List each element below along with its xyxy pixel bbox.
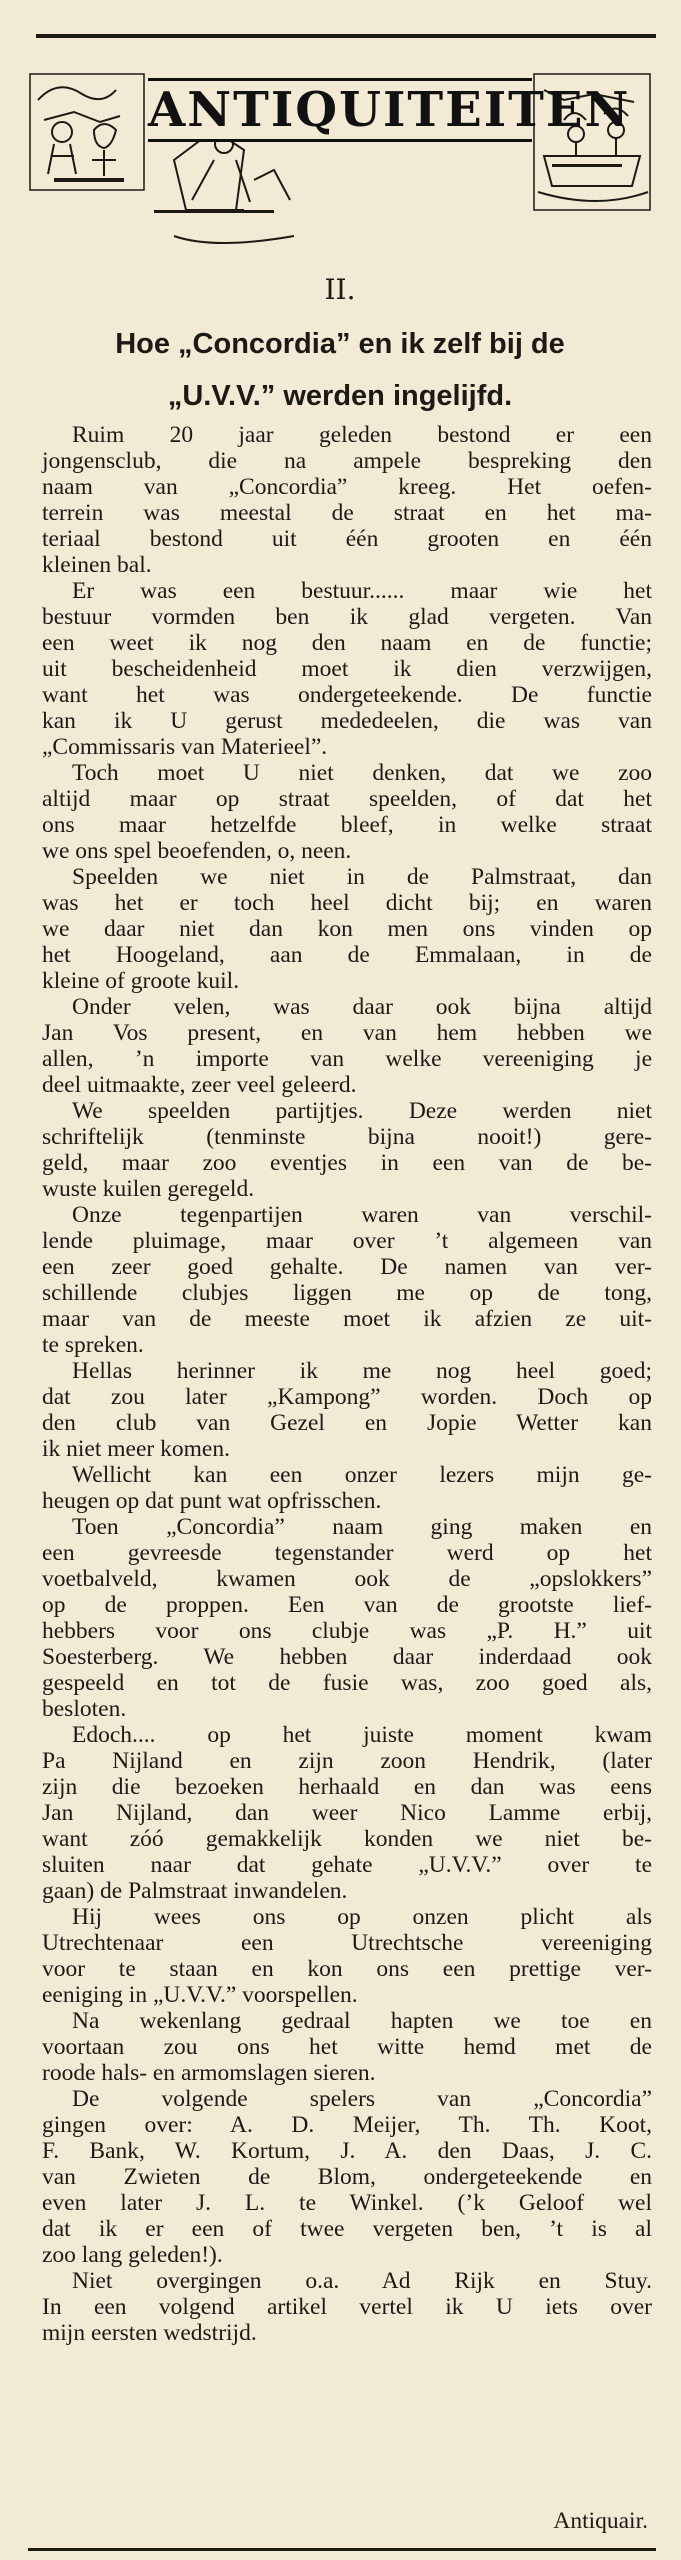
text-line: besloten. xyxy=(42,1696,127,1722)
paragraph xyxy=(42,1514,652,1722)
text-line: dat zou later „Kampong” worden. Doch op xyxy=(42,1384,652,1410)
text-line: voortaan zou ons het witte hemd met de xyxy=(42,2034,652,2060)
text-line: te spreken. xyxy=(42,1332,144,1358)
text-line: Niet overgingen o.a. Ad Rijk en Stuy. xyxy=(72,2268,652,2294)
text-line: deel uitmaakte, zeer veel geleerd. xyxy=(42,1072,357,1098)
text-line: kleinen bal. xyxy=(42,552,152,578)
banner-title: ANTIQUITEITEN xyxy=(148,78,532,142)
text-line: jongensclub, die na ampele bespreking den xyxy=(42,448,652,474)
text-line: De volgende spelers van „Concordia” xyxy=(72,2086,652,2112)
text-line: Jan Nijland, dan weer Nico Lamme erbij, xyxy=(42,1800,652,1826)
paragraph xyxy=(42,2086,652,2268)
text-line: zoo lang geleden!). xyxy=(42,2242,223,2268)
text-line: In een volgend artikel vertel ik U iets over xyxy=(42,2294,652,2320)
part-number: II. xyxy=(324,273,356,306)
text-line: schriftelijk (tenminste bijna nooit!) gere- xyxy=(42,1124,652,1150)
text-line: zijn die bezoeken herhaald en dan was eens xyxy=(42,1774,652,1800)
text-line: een weet ik nog den naam en de functie; xyxy=(42,630,652,656)
text-line: Onze tegenpartijen waren van verschil- xyxy=(72,1202,652,1228)
text-line: schillende clubjes liggen me op de tong, xyxy=(42,1280,652,1306)
text-line: heugen op dat punt wat opfrisschen. xyxy=(42,1488,382,1514)
heading-line: Hoe „Concordia” en ik zelf bij de xyxy=(115,328,565,360)
text-line: Soesterberg. We hebben daar inderdaad ook xyxy=(42,1644,652,1670)
text-line: Jan Vos present, en van hem hebben we xyxy=(42,1020,652,1046)
text-line: Edoch.... op het juiste moment kwam xyxy=(72,1722,652,1748)
text-line: ons maar hetzelfde bleef, in welke straat xyxy=(42,812,652,838)
top-rule xyxy=(36,34,656,38)
text-line: Speelden we niet in de Palmstraat, dan xyxy=(72,864,652,890)
text-line: ik niet meer komen. xyxy=(42,1436,230,1462)
text-line: gaan) de Palmstraat inwandelen. xyxy=(42,1878,348,1904)
text-line: we daar niet dan kon men ons vinden op xyxy=(42,916,652,942)
text-line: Toch moet U niet denken, dat we zoo xyxy=(72,760,652,786)
text-line: kleine of groote kuil. xyxy=(42,968,240,994)
paragraph xyxy=(42,578,652,760)
text-line: Wellicht kan een onzer lezers mijn ge- xyxy=(72,1462,652,1488)
paragraph xyxy=(42,1462,652,1514)
text-line: dat ik er een of twee vergeten ben, ’t is al xyxy=(42,2216,652,2242)
text-line: Utrechtenaar een Utrechtsche vereeniging xyxy=(42,1930,652,1956)
column-banner xyxy=(24,60,656,260)
text-line: Pa Nijland en zijn zoon Hendrik, (later xyxy=(42,1748,652,1774)
text-line: een zeer goed gehalte. De namen van ver- xyxy=(42,1254,652,1280)
text-line: roode hals- en armomslagen sieren. xyxy=(42,2060,376,2086)
heading-line: „U.V.V.” werden ingelijfd. xyxy=(167,380,513,412)
text-line: „Commissaris van Materieel”. xyxy=(42,734,328,760)
text-line: terrein was meestal de straat en het ma- xyxy=(42,500,652,526)
text-line: Onder velen, was daar ook bijna altijd xyxy=(72,994,652,1020)
text-line: voor te staan en kon ons een prettige ver- xyxy=(42,1956,652,1982)
text-line: van Zwieten de Blom, ondergeteekende en xyxy=(42,2164,652,2190)
text-line: uit bescheidenheid moet ik dien verzwijgen, xyxy=(42,656,652,682)
text-line: het Hoogeland, aan de Emmalaan, in de xyxy=(42,942,652,968)
text-line: Toen „Concordia” naam ging maken en xyxy=(72,1514,652,1540)
text-line: op de proppen. Een van de grootste lief- xyxy=(42,1592,652,1618)
text-line: kan ik U gerust mededeelen, die was van xyxy=(42,708,652,734)
text-line: altijd maar op straat speelden, of dat het xyxy=(42,786,652,812)
text-line: lende pluimage, maar over ’t algemeen van xyxy=(42,1228,652,1254)
newspaper-page xyxy=(24,0,656,2560)
text-line: teriaal bestond uit één grooten en één xyxy=(42,526,652,552)
paragraph xyxy=(42,864,652,994)
text-line: gingen over: A. D. Meijer, Th. Th. Koot, xyxy=(42,2112,652,2138)
text-line: eeniging in „U.V.V.” voorspellen. xyxy=(42,1982,358,2008)
text-line: Hellas herinner ik me nog heel goed; xyxy=(72,1358,652,1384)
paragraph xyxy=(42,994,652,1098)
paragraph xyxy=(42,2008,652,2086)
text-line: geld, maar zoo eventjes in een van de be- xyxy=(42,1150,652,1176)
text-line: was het er toch heel dicht bij; en waren xyxy=(42,890,652,916)
text-line: gespeeld en tot de fusie was, zoo goed als, xyxy=(42,1670,652,1696)
text-line: Na wekenlang gedraal hapten we toe en xyxy=(72,2008,652,2034)
text-line: naam van „Concordia” kreeg. Het oefen- xyxy=(42,474,652,500)
paragraph xyxy=(42,1098,652,1202)
text-line: hebbers voor ons clubje was „P. H.” uit xyxy=(42,1618,652,1644)
text-line: Hij wees ons op onzen plicht als xyxy=(72,1904,652,1930)
text-line: want het was ondergeteekende. De functie xyxy=(42,682,652,708)
article-heading xyxy=(24,318,656,422)
text-line: want zóó gemakkelijk konden we niet be- xyxy=(42,1826,652,1852)
text-line: F. Bank, W. Kortum, J. A. den Daas, J. C. xyxy=(42,2138,652,2164)
text-line: even later J. L. te Winkel. (’k Geloof wel xyxy=(42,2190,652,2216)
paragraph xyxy=(42,760,652,864)
text-line: allen, ’n importe van welke vereeniging je xyxy=(42,1046,652,1072)
paragraph xyxy=(42,1904,652,2008)
text-line: Er was een bestuur...... maar wie het xyxy=(72,578,652,604)
text-line: sluiten naar dat gehate „U.V.V.” over te xyxy=(42,1852,652,1878)
bottom-rule xyxy=(28,2548,656,2551)
text-line: een gevreesde tegenstander werd op het xyxy=(42,1540,652,1566)
text-line: wuste kuilen geregeld. xyxy=(42,1176,255,1202)
article-body xyxy=(42,422,652,2346)
text-line: we ons spel beoefenden, o, neen. xyxy=(42,838,352,864)
paragraph xyxy=(42,2268,652,2346)
signature: Antiquair. xyxy=(553,2508,648,2534)
text-line: den club van Gezel en Jopie Wetter kan xyxy=(42,1410,652,1436)
paragraph xyxy=(42,1358,652,1462)
text-line: We speelden partijtjes. Deze werden niet xyxy=(72,1098,652,1124)
paragraph xyxy=(42,1722,652,1904)
text-line: mijn eersten wedstrijd. xyxy=(42,2320,257,2346)
paragraph xyxy=(42,422,652,578)
text-line: voetbalveld, kwamen ook de „opslokkers” xyxy=(42,1566,652,1592)
paragraph xyxy=(42,1202,652,1358)
text-line: maar van de meeste moet ik afzien ze uit- xyxy=(42,1306,652,1332)
text-line: bestuur vormden ben ik glad vergeten. Van xyxy=(42,604,652,630)
text-line: Ruim 20 jaar geleden bestond er een xyxy=(72,422,652,448)
